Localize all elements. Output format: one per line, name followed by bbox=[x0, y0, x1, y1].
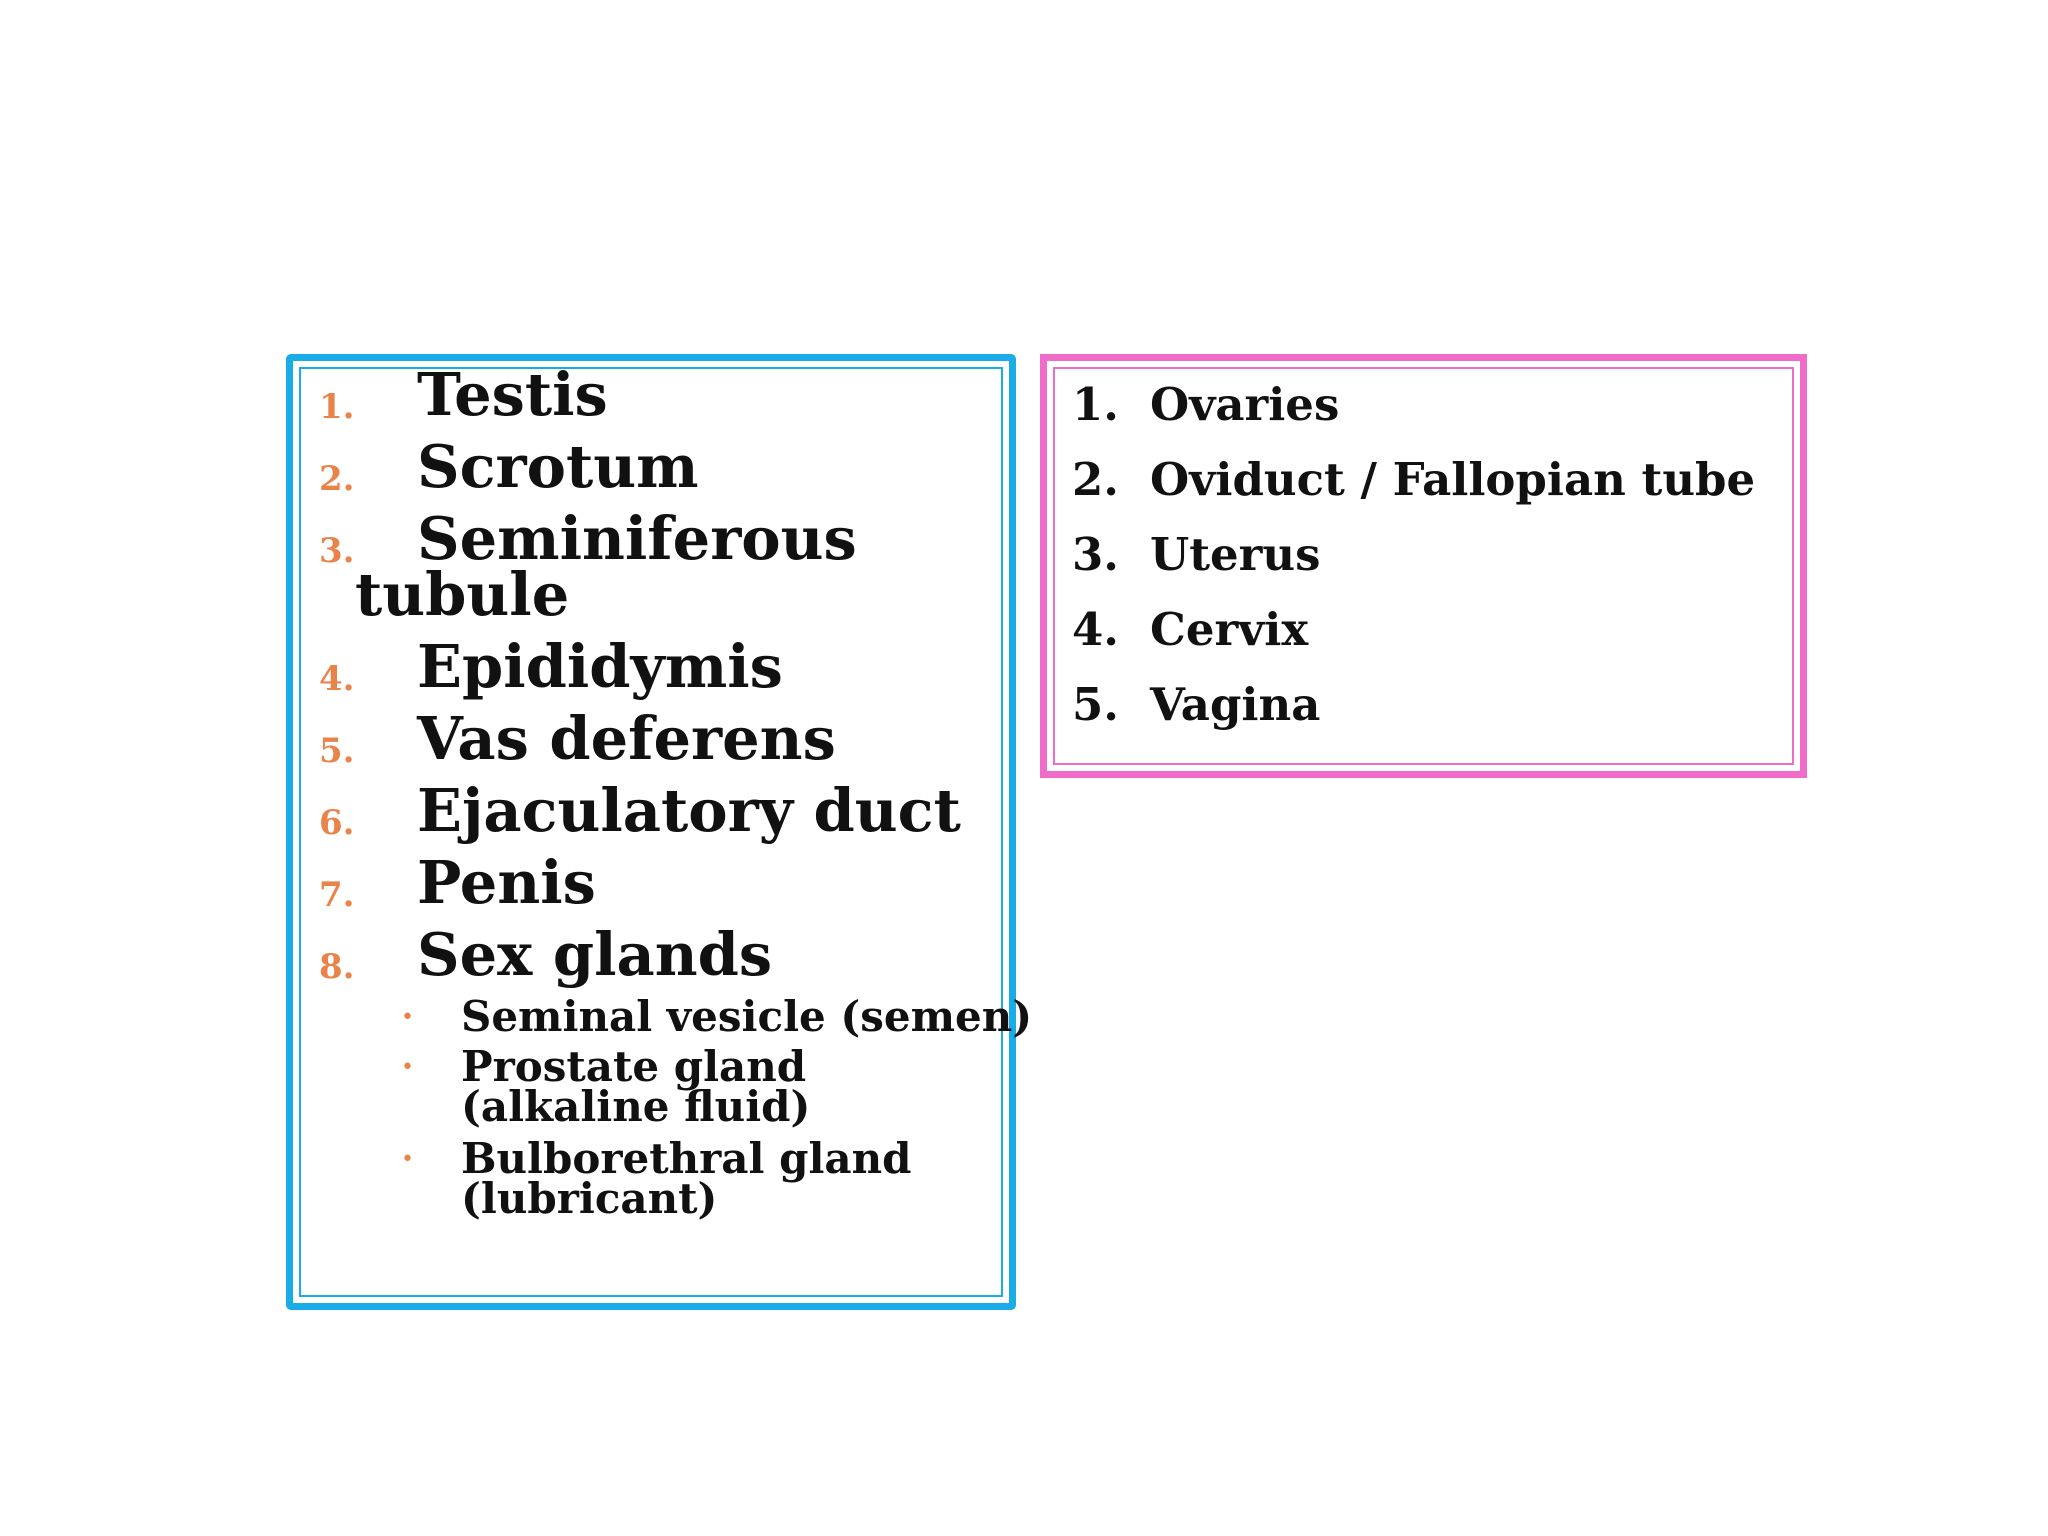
sub-item-label-line1: Bulborethral gland bbox=[461, 1134, 912, 1183]
female-item-number: 4. bbox=[1072, 603, 1119, 656]
male-item-label: Sex glands bbox=[417, 920, 773, 989]
female-item-label: Ovaries bbox=[1150, 378, 1340, 431]
male-item-label: Vas deferens bbox=[417, 704, 836, 773]
male-item-label: Ejaculatory duct bbox=[417, 776, 961, 845]
male-item-number: 3. bbox=[319, 531, 355, 571]
bullet-icon: • bbox=[401, 1005, 414, 1030]
sub-item-label-line2: (alkaline fluid) bbox=[461, 1082, 811, 1131]
male-item-label: Penis bbox=[417, 848, 596, 917]
female-item-number: 2. bbox=[1072, 453, 1119, 506]
male-organs-box bbox=[286, 354, 1033, 1310]
female-item-number: 3. bbox=[1072, 528, 1119, 581]
male-item-label: Epididymis bbox=[417, 632, 783, 701]
female-item-label: Uterus bbox=[1150, 528, 1321, 581]
male-item-number: 1. bbox=[319, 387, 355, 427]
sub-item-label: Seminal vesicle (semen) bbox=[461, 992, 1033, 1041]
female-item-number: 1. bbox=[1072, 378, 1119, 431]
female-item-label: Oviduct / Fallopian tube bbox=[1150, 453, 1756, 506]
bullet-icon: • bbox=[401, 1147, 414, 1172]
male-item-label-line2: tubule bbox=[355, 560, 570, 629]
male-item-number: 2. bbox=[319, 459, 355, 499]
male-item-number: 7. bbox=[319, 875, 355, 915]
female-item-number: 5. bbox=[1072, 678, 1119, 731]
male-item-label: Scrotum bbox=[417, 432, 699, 501]
sub-item-label-line1: Prostate gland bbox=[461, 1042, 807, 1091]
sub-item-label-line2: (lubricant) bbox=[461, 1174, 718, 1223]
male-item-label-line1: Seminiferous bbox=[417, 504, 857, 573]
male-item-number: 8. bbox=[319, 947, 355, 987]
male-item-number: 6. bbox=[319, 803, 355, 843]
female-organs-box bbox=[1040, 354, 1807, 778]
bullet-icon: • bbox=[401, 1055, 414, 1080]
male-item-number: 5. bbox=[319, 731, 355, 771]
female-item-label: Cervix bbox=[1150, 603, 1309, 656]
male-item-label: Testis bbox=[417, 360, 608, 429]
male-item-number: 4. bbox=[319, 659, 355, 699]
female-item-label: Vagina bbox=[1150, 678, 1321, 731]
